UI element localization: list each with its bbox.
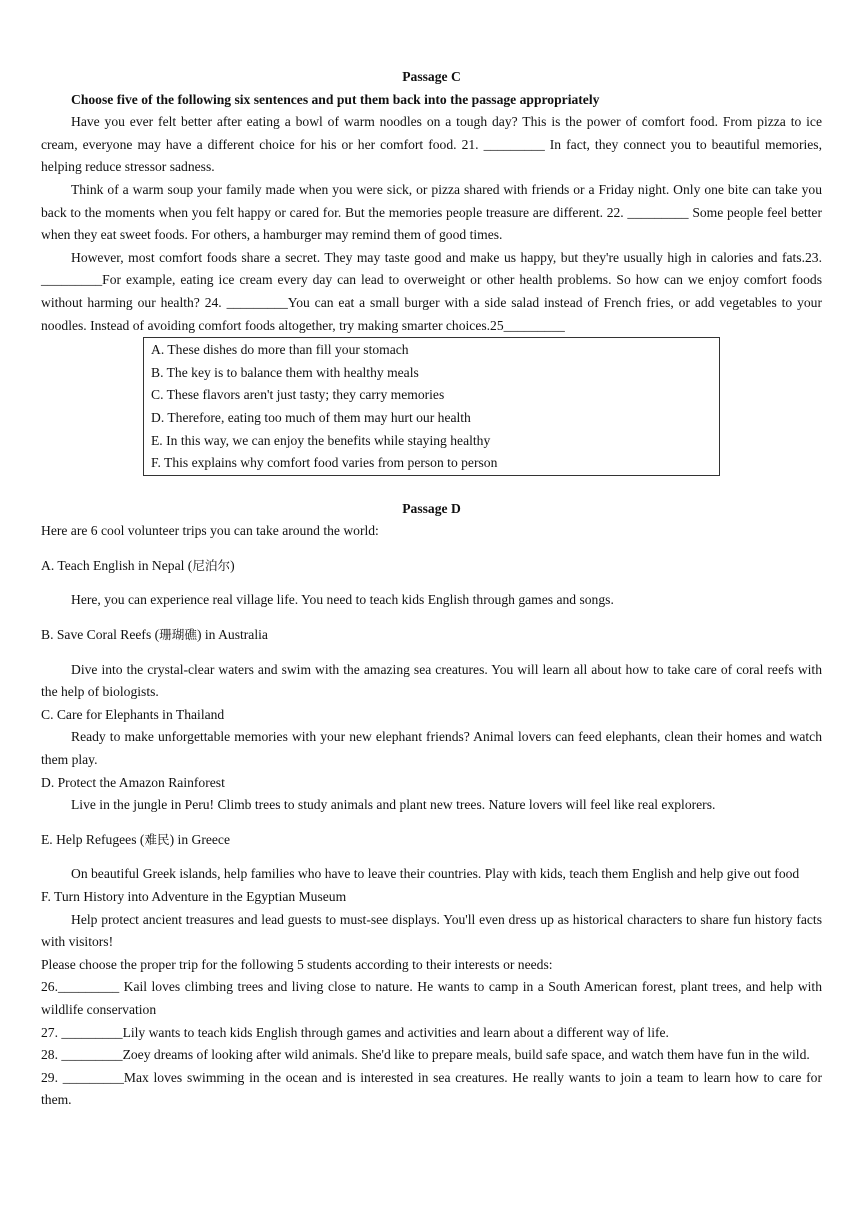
options-box xyxy=(143,337,720,476)
trip-heading-c: C. Care for Elephants in Thailand xyxy=(41,706,225,722)
question-item: 27. _________Lily wants to teach kids English through games and activities and learn about a different way of life. xyxy=(41,1024,669,1040)
passage-c-title: Passage C xyxy=(402,69,461,84)
passage-d-intro: Here are 6 cool volunteer trips you can take around the world: xyxy=(41,523,379,539)
passage-c-paragraph: Think of a warm soup your family made when you were sick, or pizza shared with friends or a Friday night. Only one bite can take you back to the moments when you felt happy or cared for. But the memories people treasure are different. 22. _________ Some people feel better when they eat sweet foods. For others, a hamburger may remind them of good times. xyxy=(41,181,822,243)
trip-heading-f: F. Turn History into Adventure in the Egyptian Museum xyxy=(41,889,347,904)
trip-heading-e: E. Help Refugees (难民) in Greece xyxy=(41,831,231,847)
question-item: 28. _________Zoey dreams of looking after wild animals. She'd like to prepare meals, build safe space, and watch them have fun in the wild. xyxy=(41,1047,810,1063)
option-item: F. This explains why comfort food varies from person to person xyxy=(151,455,498,471)
trip-body-a: Here, you can experience real village life. You need to teach kids English through games and songs. xyxy=(71,592,614,608)
trip-body-f: Help protect ancient treasures and lead guests to must-see displays. You'll even dress up as historical characters to share fun history facts with visitors! xyxy=(41,911,822,950)
passage-c-paragraph: However, most comfort foods share a secret. They may taste good and make us happy, but they're usually high in calories and fats.23. _________For example, eating ice cream every day can lead to overweight or other health problems. So how can we enjoy comfort foods without harming our health? 24. _________You can eat a small burger with a side salad instead of French fries, or add vegetables to your noodles. Instead of avoiding comfort foods altogether, try making smarter choices.25_________ xyxy=(41,249,822,333)
option-item: C. These flavors aren't just tasty; they carry memories xyxy=(151,387,445,403)
option-item: E. In this way, we can enjoy the benefits while staying healthy xyxy=(151,432,491,448)
passage-c-paragraph: Have you ever felt better after eating a bowl of warm noodles on a tough day? This is the power of comfort food. From pizza to ice cream, everyone may have a different choice for his or her comfort food. 21. _________ In fact, they connect you to beautiful memories, helping reduce stressor sadness. xyxy=(41,114,822,175)
trip-heading-b: B. Save Coral Reefs (珊瑚礁) in Australia xyxy=(41,627,268,643)
document-page xyxy=(41,66,822,1112)
passage-c-instruction: Choose five of the following six sentences and put them back into the passage appropriately xyxy=(71,91,600,107)
option-item: A. These dishes do more than fill your stomach xyxy=(151,342,409,358)
trip-body-b: Dive into the crystal-clear waters and swim with the amazing sea creatures. You will learn all about how to take care of coral reefs with the help of biologists. xyxy=(41,661,822,700)
passage-d-title: Passage D xyxy=(402,500,461,516)
trip-body-d: Live in the jungle in Peru! Climb trees to study animals and plant new trees. Nature lovers will feel like real explorers. xyxy=(71,797,716,813)
option-item: B. The key is to balance them with healthy meals xyxy=(151,364,419,380)
trip-body-c: Ready to make unforgettable memories with your new elephant friends? Animal lovers can feed elephants, clean their homes and watch them play. xyxy=(41,729,822,768)
trip-heading-a: A. Teach English in Nepal (尼泊尔) xyxy=(41,557,235,573)
option-item: D. Therefore, eating too much of them may hurt our health xyxy=(151,409,471,425)
question-item: 26._________ Kail loves climbing trees and living close to nature. He wants to camp in a South American forest, plant trees, and help with wildlife conservation xyxy=(41,979,822,1017)
question-item: 29. _________Max loves swimming in the ocean and is interested in sea creatures. He really wants to join a team to learn how to care for them. xyxy=(41,1069,822,1108)
trip-heading-d: D. Protect the Amazon Rainforest xyxy=(41,774,225,790)
trip-body-e: On beautiful Greek islands, help families who have to leave their countries. Play with kids, teach them English and help give out food xyxy=(71,866,800,882)
question-prompt: Please choose the proper trip for the following 5 students according to their interests or needs: xyxy=(41,956,553,972)
